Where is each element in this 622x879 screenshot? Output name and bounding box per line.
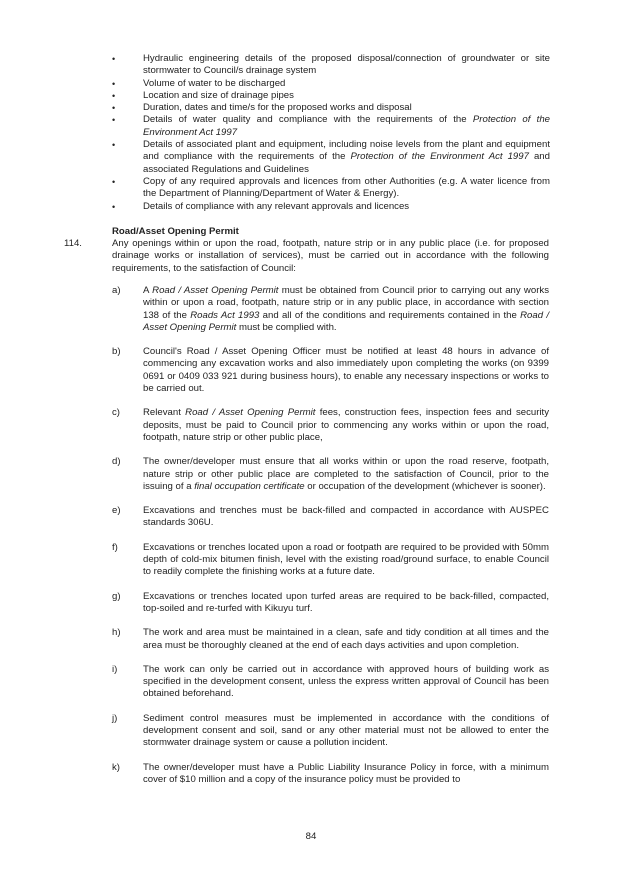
permit-name: Road / Asset Opening Permit xyxy=(143,309,549,333)
requirement-item-k xyxy=(112,762,549,787)
bullet-text: Volume of water to be discharged xyxy=(143,77,286,89)
bullet-item xyxy=(112,139,550,176)
requirement-item-i xyxy=(112,664,549,701)
item-letter: e) xyxy=(112,505,121,517)
item-text: The owner/developer must have a Public Liability Insurance Policy in force, with a minimum cover of $10 million and a copy of the insurance policy must be provided to xyxy=(143,761,549,785)
item-letter: f) xyxy=(112,541,118,553)
bullet-text: Duration, dates and time/s for the proposed works and disposal xyxy=(143,102,412,114)
bullet-item xyxy=(112,78,550,90)
item-letter: i) xyxy=(112,663,118,675)
item-text: fees, construction fees, inspection fees and security deposits, must be paid to Council prior to commencing any works within or upon the road, footpath, nature strip or other public place, xyxy=(143,407,550,443)
item-letter: j) xyxy=(112,712,118,724)
requirement-item-j xyxy=(112,713,549,750)
requirement-item-e xyxy=(112,505,549,530)
item-letter: g) xyxy=(112,590,121,602)
bullet-text: Copy of any required approvals and licences from other Authorities (e.g. A water licence from the Department of Planning/Department of Water & Energy). xyxy=(143,175,550,200)
item-text: Sediment control measures must be implemented in accordance with the conditions of development consent and soil, sand or any other material must not be allowed to enter the stormwater drainage system or cause a pollution incident. xyxy=(143,712,549,749)
bullet-text: Details of compliance with any relevant approvals and licences xyxy=(143,200,410,212)
item-text: or occupation of the development (whichever is sooner). xyxy=(304,480,546,492)
requirement-item-h xyxy=(112,627,549,652)
item-letter: k) xyxy=(112,761,120,773)
act-title: Protection of the Environment Act 1997 xyxy=(143,114,550,138)
requirement-item-f xyxy=(112,542,549,579)
requirement-item-g xyxy=(112,591,549,616)
item-letter: c) xyxy=(112,407,120,419)
item-text: The work can only be carried out in accordance with approved hours of building work as specified in the development consent, unless the express written approval of Council has been obtained beforehand. xyxy=(143,663,549,700)
bullet-text: and associated Regulations and Guidelines xyxy=(143,151,550,175)
requirement-item-b xyxy=(112,346,549,395)
requirement-item-c xyxy=(112,407,549,444)
bullet-item xyxy=(112,90,550,102)
item-text: The work and area must be maintained in a clean, safe and tidy condition at all times and the area must be thoroughly cleaned at the end of each days activities and upon completion. xyxy=(143,627,549,651)
requirements-list xyxy=(112,285,549,798)
item-text: Council's Road / Asset Opening Officer must be notified at least 48 hours in advance of commencing any excavation works and also immediately upon completing the works (on 9399 0691 or 0409 033 921 during business hours), to enable any necessary inspections or works to be carried out. xyxy=(143,346,549,395)
clause-number: 114. xyxy=(64,238,82,249)
bullet-text: Location and size of drainage pipes xyxy=(143,89,294,101)
item-text: must be obtained from Council prior to carrying out any works within or upon a road, footpath, nature strip or in any public place, in accordance with section 138 of the xyxy=(143,285,549,321)
clause-intro: Any openings within or upon the road, footpath, nature strip or in any public place (i.e. for proposed drainage works or installation of services), must be carried out in accordance with the following requirements, to the satisfaction of Council: xyxy=(112,238,549,274)
requirement-item-a xyxy=(112,285,549,334)
bullet-text: Hydraulic engineering details of the proposed disposal/connection of groundwater or site stormwater to Council/s drainage system xyxy=(143,53,550,77)
bullet-text: Details of water quality and compliance with the requirements of the xyxy=(143,114,473,126)
section-heading: Road/Asset Opening Permit xyxy=(112,226,239,237)
item-text: must be complied with. xyxy=(236,321,337,333)
bullet-item xyxy=(112,176,550,201)
act-title: Roads Act 1993 xyxy=(190,309,260,321)
permit-name: Road / Asset Opening Permit xyxy=(152,285,279,296)
item-letter: a) xyxy=(112,285,121,296)
page-number: 84 xyxy=(305,831,317,842)
bullet-text: Details of associated plant and equipment, including noise levels from the plant and equipment and compliance with the requirements of the xyxy=(143,139,550,163)
item-text: A xyxy=(143,285,153,296)
item-text: Excavations or trenches located upon a road or footpath are required to be provided with 50mm depth of cold-mix bitumen finish, level with the existing road/ground surface, to enable Council to readily complete the finishing works at a future date. xyxy=(143,541,549,578)
item-letter: h) xyxy=(112,627,121,639)
requirement-item-d xyxy=(112,456,549,493)
item-text: and all of the conditions and requirements contained in the xyxy=(259,309,521,321)
item-text: Relevant xyxy=(143,407,186,419)
item-letter: b) xyxy=(112,346,121,358)
item-letter: d) xyxy=(112,456,121,468)
bullet-item xyxy=(112,102,550,114)
item-text: Excavations or trenches located upon turfed areas are required to be back-filled, compacted, top-soiled and re-turfed with Kikuyu turf. xyxy=(143,590,549,614)
bullet-item xyxy=(112,53,550,78)
bullet-item xyxy=(112,201,550,213)
item-text: The owner/developer must ensure that all works within or upon the road reserve, footpath, nature strip or other public place are completed to the satisfaction of Council, prior to the issuing of a xyxy=(143,456,549,492)
bullet-item xyxy=(112,114,550,139)
certificate-name: final occupation certificate xyxy=(194,480,305,492)
item-text: Excavations and trenches must be back-filled and compacted in accordance with AUSPEC standards 306U. xyxy=(143,505,549,529)
bullet-list xyxy=(112,53,550,213)
act-title: Protection of the Environment Act 1997 xyxy=(350,151,529,163)
permit-name: Road / Asset Opening Permit xyxy=(185,407,316,419)
